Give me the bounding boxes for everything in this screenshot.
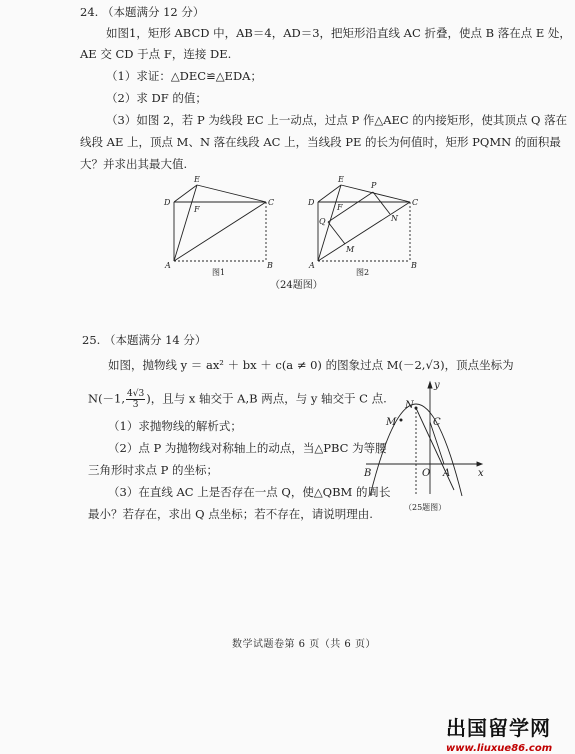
label-f: F — [194, 205, 200, 214]
q24-figure-2 — [304, 172, 424, 282]
q25-figure-caption: （25题图） — [404, 503, 447, 512]
label-p: P — [371, 181, 377, 190]
q24-part1: （1）求证：△DEC≌△EDA； — [106, 69, 262, 83]
x-axis-arrow — [477, 462, 482, 466]
point-n — [415, 407, 418, 410]
label-e: E — [338, 175, 344, 184]
label-d: D — [164, 198, 171, 207]
label-c: C — [433, 417, 441, 428]
q25-line2-rest: )，且与 x 轴交于 A,B 两点，与 y 轴交于 C 点. — [146, 391, 387, 406]
label-c: C — [268, 198, 275, 207]
label-y: y — [434, 380, 440, 391]
label-b: B — [364, 468, 372, 479]
q25-line1: 如图，抛物线 y ＝ ax² ＋ bx ＋ c(a ≠ 0) 的图象过点 M(－2,√3)，顶点坐标为 — [108, 358, 514, 372]
q25-line2 — [88, 389, 387, 410]
segment-ac — [318, 202, 410, 261]
label-n: N — [391, 214, 398, 223]
label-x: x — [478, 468, 484, 479]
q25-part2-line1: （2）点 P 为抛物线对称轴上的动点，当△PBC 为等腰 — [108, 441, 387, 455]
page-footer: 数学试题卷第 6 页（共 6 页） — [232, 639, 376, 650]
segment-de — [318, 185, 341, 202]
segment-de — [174, 185, 197, 202]
q24-stem-line2: AE 交 CD 于点 F，连接 DE. — [80, 47, 232, 61]
label-b: B — [267, 261, 273, 270]
label-d: D — [308, 198, 315, 207]
segment-ae — [174, 185, 197, 261]
q25-header: 25. （本题满分 14 分） — [82, 333, 207, 347]
label-a: A — [309, 261, 315, 270]
fig1-caption: 图1 — [212, 268, 226, 277]
q25-part1: （1）求抛物线的解析式； — [108, 419, 242, 433]
q25-point-n: N — [88, 391, 99, 406]
label-q: Q — [319, 217, 326, 226]
q24-header: 24. （本题满分 12 分） — [80, 5, 205, 19]
point-m — [400, 419, 403, 422]
fraction-denominator: 3 — [132, 400, 139, 410]
q25-part3-line1: （3）在直线 AC 上是否存在一点 Q，使△QBM 的周长 — [108, 485, 391, 499]
segment-qm — [328, 222, 345, 244]
q24-part3-line2: 线段 AE 上，顶点 M、N 落在线段 AC 上，当线段 PE 的长为何值时，矩形 PQMN 的面积最 — [80, 135, 561, 149]
label-a: A — [443, 468, 451, 479]
fig2-caption: 图2 — [356, 268, 370, 277]
q24-figure-1 — [160, 172, 280, 282]
label-o: O — [422, 468, 431, 479]
q24-part2: （2）求 DF 的值； — [106, 91, 207, 105]
q24-stem-line1: 如图1，矩形 ABCD 中，AB＝4，AD＝3，把矩形沿直线 AC 折叠，使点 B 落在点 E 处， — [106, 26, 571, 40]
q24-part3-line3: 大？并求出其最大值. — [80, 157, 188, 171]
q25-part3-line2: 最小？若存在，求出 Q 点坐标；若不存在，请说明理由. — [88, 507, 373, 521]
segment-ec — [197, 185, 266, 202]
q25-vertex-fraction — [126, 389, 145, 410]
label-c: C — [412, 198, 419, 207]
label-m: M — [346, 245, 355, 254]
label-e: E — [194, 175, 200, 184]
q24-figure-caption: （24题图） — [270, 280, 323, 291]
y-axis-arrow — [428, 382, 432, 388]
fraction-numerator: 4√3 — [127, 389, 145, 399]
label-n: N — [405, 400, 414, 411]
label-b: B — [411, 261, 417, 270]
watermark — [446, 712, 552, 754]
watermark-title: 出国留学网 — [446, 716, 551, 740]
label-a: A — [165, 261, 171, 270]
q25-vertex-x: (－1, — [98, 391, 126, 406]
label-m: M — [386, 417, 397, 428]
watermark-url: www.liuxue86.com — [446, 743, 553, 754]
label-f: F — [337, 203, 343, 212]
segment-ac — [174, 202, 266, 261]
q25-figure — [360, 378, 490, 518]
q25-part2-line2: 三角形时求点 P 的坐标； — [88, 463, 219, 477]
q24-part3-line1: （3）如图 2，若 P 为线段 EC 上一动点，过点 P 作△AEC 的内接矩形，使其顶点 Q 落在 — [106, 113, 568, 127]
